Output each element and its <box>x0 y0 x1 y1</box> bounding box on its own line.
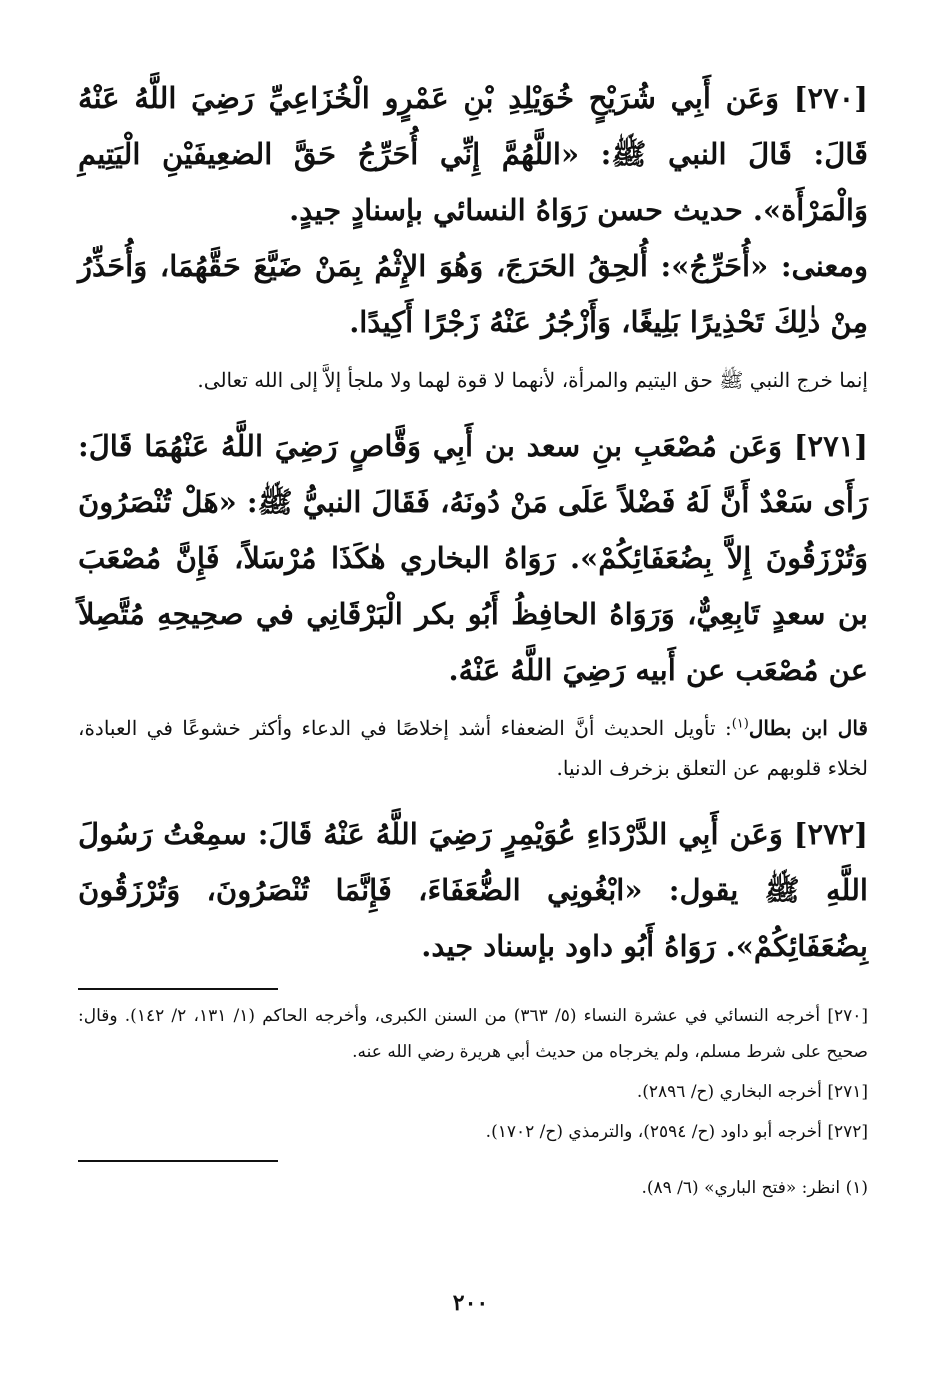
takhrij-text: أخرجه النسائي في عشرة النساء (٥/ ٣٦٣) من السنن الكبرى، وأخرجه الحاكم (١/ ١٣١، ٢/ ١٤٢). وقال: صحيح على شرط مسلم، ولم يخرجاه من حديث أبي هريرة رضي الله عنه. <box>78 1006 868 1062</box>
footnote-label: (١) <box>845 1178 868 1198</box>
commentary-lead: قال ابن بطال <box>748 716 868 740</box>
takhrij-text: أخرجه أبو داود (ح/ ٢٥٩٤)، والترمذي (ح/ ١٧٠٢). <box>485 1122 822 1142</box>
hadith-body: وَعَن أَبِي شُرَيْحٍ خُوَيْلِدِ بْنِ عَمْرٍو الْخُزَاعِيِّ رَضِيَ اللَّهُ عَنْهُ قَالَ: قَالَ النبي ﷺ: «اللَّهُمَّ إِنِّي أُحَرِّجُ حَقَّ الضعِيفَيْنِ الْيَتِيمِ وَالْمَرْأَة». حديث حسن رَوَاهُ النسائي بإسنادٍ جيدٍ. <box>78 81 868 227</box>
hadith-272 <box>78 806 868 974</box>
hadith-271 <box>78 418 868 698</box>
hadith-text <box>78 418 868 698</box>
hadith-number: [٢٧٠] <box>793 81 868 115</box>
footnote-item <box>78 1170 868 1206</box>
page-number: ٢٠٠ <box>452 1290 489 1316</box>
footnote-ref[interactable]: (١) <box>731 716 749 732</box>
takhrij-section <box>78 998 868 1150</box>
hadith-body: وَعَن أَبِي الدَّرْدَاءِ عُوَيْمِرٍ رَضِيَ اللَّهُ عَنْهُ قَالَ: سمِعْتُ رَسُولَ اللَّهِ ﷺ يقول: «ابْغُونِي الضُّعَفَاءَ، فَإِنَّمَا تُنْصَرُونَ، وَتُرْزَقُونَ بِضُعَفَائِكُمْ». رَوَاهُ أَبُو داود بإسناد جيد. <box>78 817 868 963</box>
hadith-number: [٢٧٢] <box>793 817 868 851</box>
footnote-section <box>78 1170 868 1206</box>
takhrij-text: أخرجه البخاري (ح/ ٢٨٩٦). <box>636 1082 822 1102</box>
hadith-text <box>78 70 868 238</box>
hadith-text <box>78 806 868 974</box>
footnote-divider <box>78 1160 278 1162</box>
hadith-number: [٢٧١] <box>793 429 868 463</box>
commentary-271 <box>78 708 868 788</box>
takhrij-item <box>78 998 868 1070</box>
commentary-270 <box>78 360 868 400</box>
takhrij-item <box>78 1114 868 1150</box>
takhrij-label: [٢٧٠] <box>827 1006 868 1026</box>
takhrij-label: [٢٧١] <box>827 1082 868 1102</box>
hadith-body: وَعَن مُصْعَبِ بنِ سعد بن أَبِي وَقَّاصٍ رَضِيَ اللَّهُ عَنْهُمَا قَالَ: رَأَى سَعْدٌ أَنَّ لَهُ فَضْلاً عَلَى مَنْ دُونَهُ، فَقَالَ النبيُّ ﷺ: «هَلْ تُنْصَرُونَ وَتُرْزَقُونَ إِلاَّ بِضُعَفَائِكُمْ». رَوَاهُ البخاري هٰكَذَا مُرْسَلاً، فَإِنَّ مُصْعَبَ بن سعدٍ تَابِعِيٌّ، وَرَوَاهُ الحافِظُ أَبُو بكر الْبَرْقَانِي في صحِيحِهِ مُتَّصِلاً عن مُصْعَب عن أَبيه رَضِيَ اللَّهُ عَنْهُ. <box>78 429 869 687</box>
footnote-text: انظر: «فتح الباري» (٦/ ٨٩). <box>641 1178 841 1198</box>
hadith-270 <box>78 70 868 350</box>
takhrij-label: [٢٧٢] <box>827 1122 868 1142</box>
commentary-text: : تأويل الحديث أنَّ الضعفاء أشد إخلاصًا في الدعاء وأكثر خشوعًا في العبادة، لخلاء قلوبهم عن التعلق بزخرف الدنيا. <box>78 716 868 780</box>
commentary-text: إنما خرج النبي ﷺ حق اليتيم والمرأة، لأنهما لا قوة لهما ولا ملجأ إلاَّ إلى الله تعالى. <box>197 368 868 392</box>
hadith-meaning: ومعنى: «أُحَرِّجُ»: أُلحِقُ الحَرَجَ، وَهُوَ الإِثْمُ بِمَنْ ضَيَّعَ حَقَّهُمَا، وَأُحَذِّرُ مِنْ ذٰلِكَ تَحْذِيرًا بَلِيغًا، وَأَزْجُرُ عَنْهُ زَجْرًا أَكِيدًا. <box>78 249 868 339</box>
takhrij-divider <box>78 988 278 990</box>
takhrij-item <box>78 1074 868 1110</box>
page-body <box>78 70 868 1210</box>
